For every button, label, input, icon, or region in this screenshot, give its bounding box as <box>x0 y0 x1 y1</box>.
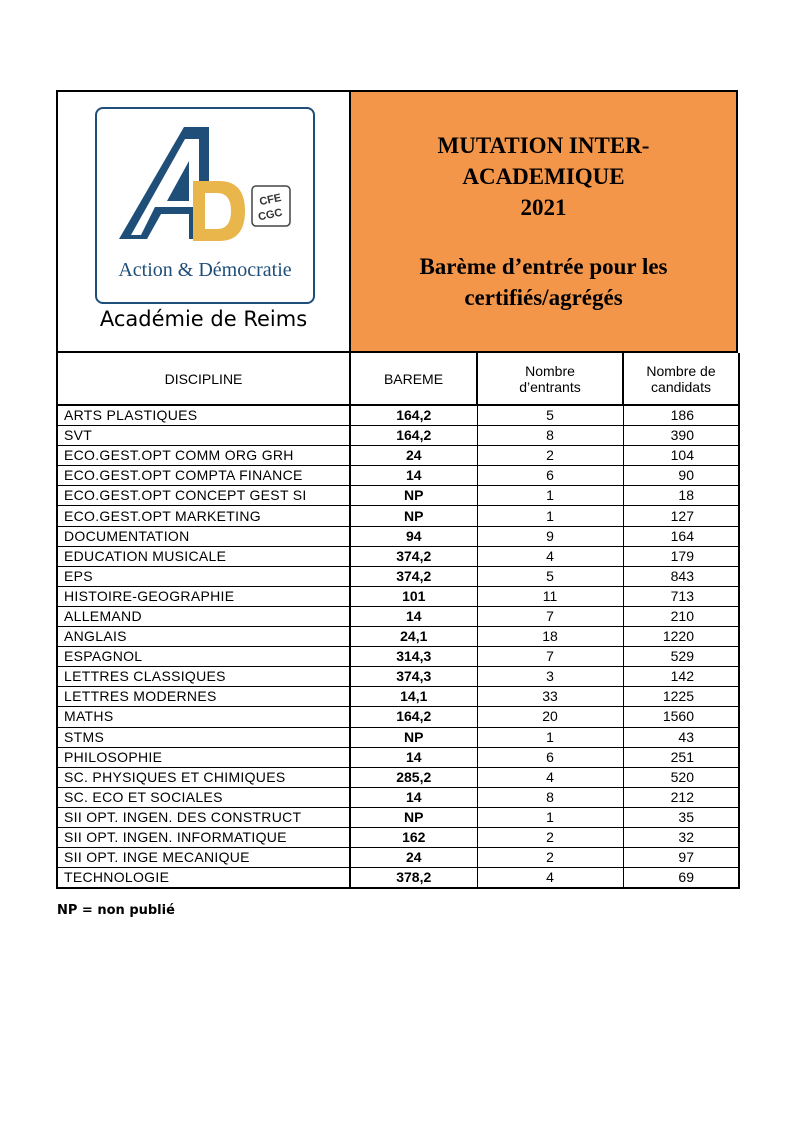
candidats-cell: 520 <box>623 767 739 787</box>
candidats-cell: 97 <box>623 848 739 868</box>
discipline-cell: SII OPT. INGEN. DES CONSTRUCT <box>57 807 350 827</box>
entrants-cell: 20 <box>477 707 623 727</box>
candidats-cell: 142 <box>623 667 739 687</box>
table-row <box>57 586 739 606</box>
candidats-cell: 90 <box>623 466 739 486</box>
table-row <box>57 486 739 506</box>
candidats-cell: 1225 <box>623 687 739 707</box>
candidats-cell: 164 <box>623 526 739 546</box>
discipline-cell: SC. ECO ET SOCIALES <box>57 787 350 807</box>
header-entrants: Nombre d’entrants <box>477 353 623 405</box>
discipline-cell: SVT <box>57 426 350 446</box>
bareme-cell: 101 <box>350 586 477 606</box>
candidats-cell: 212 <box>623 787 739 807</box>
header-discipline: DISCIPLINE <box>57 353 350 405</box>
table-row <box>57 566 739 586</box>
document-subtitle: Barème d’entrée pour les certifiés/agrégés <box>419 254 668 310</box>
title-cell <box>351 92 736 351</box>
bareme-cell: 14 <box>350 787 477 807</box>
candidats-cell: 18 <box>623 486 739 506</box>
entrants-cell: 2 <box>477 827 623 847</box>
candidats-cell: 104 <box>623 446 739 466</box>
candidats-cell: 529 <box>623 647 739 667</box>
entrants-cell: 8 <box>477 426 623 446</box>
entrants-cell: 1 <box>477 807 623 827</box>
bareme-cell: NP <box>350 727 477 747</box>
candidats-cell: 210 <box>623 606 739 626</box>
bareme-cell: 14 <box>350 466 477 486</box>
bareme-cell: NP <box>350 807 477 827</box>
table-row <box>57 868 739 889</box>
entrants-cell: 4 <box>477 546 623 566</box>
entrants-cell: 1 <box>477 486 623 506</box>
entrants-cell: 8 <box>477 787 623 807</box>
bareme-cell: 374,3 <box>350 667 477 687</box>
bareme-cell: NP <box>350 506 477 526</box>
candidats-cell: 390 <box>623 426 739 446</box>
entrants-cell: 3 <box>477 667 623 687</box>
action-democratie-logo <box>95 107 315 304</box>
table-row <box>57 687 739 707</box>
discipline-cell: SC. PHYSIQUES ET CHIMIQUES <box>57 767 350 787</box>
table-row <box>57 466 739 486</box>
table-row <box>57 787 739 807</box>
barème-sheet <box>56 90 738 889</box>
bareme-cell: 94 <box>350 526 477 546</box>
bareme-cell: 24,1 <box>350 627 477 647</box>
svg-text:CFE: CFE <box>258 191 283 209</box>
bareme-cell: 285,2 <box>350 767 477 787</box>
table-row <box>57 807 739 827</box>
entrants-cell: 6 <box>477 747 623 767</box>
candidats-cell: 69 <box>623 868 739 889</box>
discipline-cell: PHILOSOPHIE <box>57 747 350 767</box>
logo-cell <box>58 92 351 351</box>
discipline-cell: EDUCATION MUSICALE <box>57 546 350 566</box>
table-row <box>57 606 739 626</box>
discipline-cell: ECO.GEST.OPT COMM ORG GRH <box>57 446 350 466</box>
candidats-cell: 35 <box>623 807 739 827</box>
entrants-cell: 11 <box>477 586 623 606</box>
candidats-cell: 43 <box>623 727 739 747</box>
bareme-cell: 374,2 <box>350 566 477 586</box>
discipline-cell: ANGLAIS <box>57 627 350 647</box>
discipline-cell: DOCUMENTATION <box>57 526 350 546</box>
entrants-cell: 1 <box>477 727 623 747</box>
cfe-cgc-icon <box>251 185 291 227</box>
candidats-cell: 32 <box>623 827 739 847</box>
entrants-cell: 1 <box>477 506 623 526</box>
bareme-cell: 14,1 <box>350 687 477 707</box>
discipline-cell: ESPAGNOL <box>57 647 350 667</box>
bareme-cell: 24 <box>350 446 477 466</box>
discipline-cell: ARTS PLASTIQUES <box>57 405 350 426</box>
candidats-cell: 179 <box>623 546 739 566</box>
table-row <box>57 848 739 868</box>
entrants-cell: 6 <box>477 466 623 486</box>
academie-name: Académie de Reims <box>99 307 308 331</box>
bareme-cell: 378,2 <box>350 868 477 889</box>
table-row <box>57 627 739 647</box>
entrants-cell: 33 <box>477 687 623 707</box>
document-title: MUTATION INTER- ACADEMIQUE 2021 <box>437 133 650 220</box>
table-row <box>57 827 739 847</box>
table-row <box>57 526 739 546</box>
table-row <box>57 667 739 687</box>
candidats-cell: 713 <box>623 586 739 606</box>
bareme-cell: 162 <box>350 827 477 847</box>
entrants-cell: 2 <box>477 848 623 868</box>
table-row <box>57 727 739 747</box>
candidats-cell: 251 <box>623 747 739 767</box>
entrants-cell: 7 <box>477 606 623 626</box>
discipline-cell: MATHS <box>57 707 350 727</box>
bareme-cell: 24 <box>350 848 477 868</box>
bareme-cell: 14 <box>350 747 477 767</box>
candidats-cell: 843 <box>623 566 739 586</box>
bareme-cell: 14 <box>350 606 477 626</box>
header-candidats: Nombre de candidats <box>623 353 739 405</box>
discipline-cell: SII OPT. INGE MECANIQUE <box>57 848 350 868</box>
table-row <box>57 446 739 466</box>
discipline-cell: LETTRES CLASSIQUES <box>57 667 350 687</box>
ad-monogram-logo <box>109 119 259 259</box>
discipline-cell: STMS <box>57 727 350 747</box>
discipline-cell: SII OPT. INGEN. INFORMATIQUE <box>57 827 350 847</box>
entrants-cell: 4 <box>477 868 623 889</box>
table-row <box>57 767 739 787</box>
entrants-cell: 2 <box>477 446 623 466</box>
candidats-cell: 127 <box>623 506 739 526</box>
bareme-cell: 164,2 <box>350 426 477 446</box>
table-row <box>57 405 739 426</box>
table-row <box>57 546 739 566</box>
entrants-cell: 4 <box>477 767 623 787</box>
entrants-cell: 7 <box>477 647 623 667</box>
header-block <box>56 90 738 353</box>
table-header-row <box>57 353 739 405</box>
candidats-cell: 1560 <box>623 707 739 727</box>
bareme-table <box>56 353 740 889</box>
table-row <box>57 707 739 727</box>
entrants-cell: 18 <box>477 627 623 647</box>
table-row <box>57 747 739 767</box>
entrants-cell: 5 <box>477 405 623 426</box>
footnote: NP = non publié <box>57 903 175 918</box>
bareme-cell: 314,3 <box>350 647 477 667</box>
bareme-cell: 164,2 <box>350 405 477 426</box>
table-row <box>57 426 739 446</box>
discipline-cell: EPS <box>57 566 350 586</box>
discipline-cell: ECO.GEST.OPT COMPTA FINANCE <box>57 466 350 486</box>
brand-name: Action & Démocratie <box>118 259 292 281</box>
discipline-cell: ECO.GEST.OPT CONCEPT GEST SI <box>57 486 350 506</box>
candidats-cell: 1220 <box>623 627 739 647</box>
discipline-cell: TECHNOLOGIE <box>57 868 350 889</box>
header-bareme: BAREME <box>350 353 477 405</box>
entrants-cell: 5 <box>477 566 623 586</box>
discipline-cell: HISTOIRE-GEOGRAPHIE <box>57 586 350 606</box>
bareme-cell: 164,2 <box>350 707 477 727</box>
discipline-cell: ALLEMAND <box>57 606 350 626</box>
bareme-cell: NP <box>350 486 477 506</box>
bareme-cell: 374,2 <box>350 546 477 566</box>
discipline-cell: ECO.GEST.OPT MARKETING <box>57 506 350 526</box>
entrants-cell: 9 <box>477 526 623 546</box>
table-row <box>57 506 739 526</box>
candidats-cell: 186 <box>623 405 739 426</box>
discipline-cell: LETTRES MODERNES <box>57 687 350 707</box>
svg-text:CGC: CGC <box>257 206 284 224</box>
table-row <box>57 647 739 667</box>
